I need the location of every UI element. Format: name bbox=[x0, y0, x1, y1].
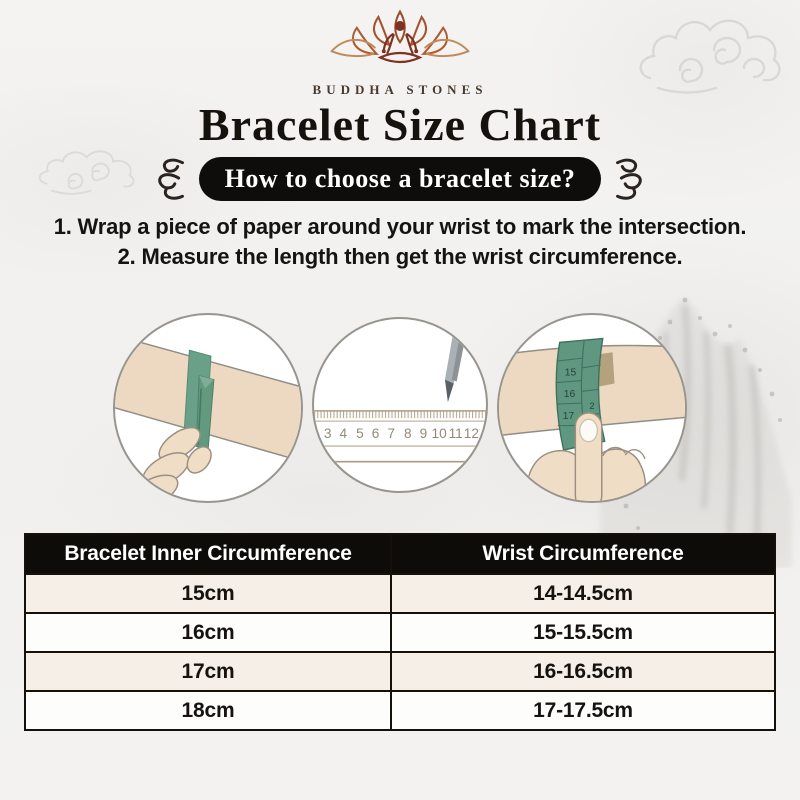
instruction-step-1: 1. Wrap a piece of paper around your wrist to mark the intersection. bbox=[53, 214, 747, 239]
tape-on-wrist-illustration bbox=[499, 315, 685, 501]
table-row bbox=[26, 573, 774, 612]
page-title: Bracelet Size Chart bbox=[198, 99, 602, 150]
table-cell: 15cm bbox=[26, 575, 392, 612]
size-table bbox=[24, 533, 776, 731]
table-cell: 16-16.5cm bbox=[392, 653, 774, 690]
ruler-number: 8 bbox=[404, 426, 412, 442]
ruler-number: 4 bbox=[339, 426, 348, 442]
instruction-step-2: 2. Measure the length then get the wrist circumference. bbox=[117, 244, 683, 269]
tape-number: 15 bbox=[564, 367, 577, 379]
tape-number: 2 bbox=[589, 400, 595, 411]
banner-text: How to choose a bracelet size? bbox=[224, 164, 576, 193]
instructions bbox=[0, 212, 800, 272]
illustration-ruler-circle bbox=[312, 317, 488, 493]
tape-number: 17 bbox=[562, 410, 575, 422]
table-row bbox=[26, 690, 774, 729]
banner-row bbox=[0, 155, 800, 203]
swirl-ornament-left-icon bbox=[153, 156, 187, 202]
ruler-number: 3 bbox=[323, 426, 332, 442]
ruler-number: 12 bbox=[463, 426, 479, 442]
ruler-number: 6 bbox=[371, 426, 380, 442]
table-cell: 18cm bbox=[26, 692, 392, 729]
table-cell: 17cm bbox=[26, 653, 392, 690]
table-cell: 17-17.5cm bbox=[392, 692, 774, 729]
brand-name: BUDDHA STONES bbox=[312, 82, 488, 97]
ruler-number: 9 bbox=[419, 426, 428, 442]
ruler-measure-illustration bbox=[314, 319, 486, 491]
ruler-number: 5 bbox=[356, 426, 364, 442]
table-row bbox=[26, 651, 774, 690]
table-header-bracelet-inner-circumference: Bracelet Inner Circumference bbox=[26, 535, 392, 573]
lotus-meditation-logo-icon bbox=[310, 8, 490, 80]
table-cell: 16cm bbox=[26, 614, 392, 651]
swirl-ornament-right-icon bbox=[613, 156, 647, 202]
illustration-tape-circle bbox=[497, 313, 687, 503]
ruler-number: 7 bbox=[387, 426, 396, 442]
banner-pill bbox=[199, 157, 602, 201]
ruler-number: 10 bbox=[431, 426, 447, 442]
wrap-paper-wrist-illustration bbox=[115, 315, 301, 501]
table-row bbox=[26, 612, 774, 651]
tape-number: 16 bbox=[563, 389, 576, 401]
table-header-row bbox=[26, 535, 774, 573]
table-cell: 14-14.5cm bbox=[392, 575, 774, 612]
illustration-wrap-paper-circle bbox=[113, 313, 303, 503]
ruler-number: 11 bbox=[448, 426, 463, 442]
table-cell: 15-15.5cm bbox=[392, 614, 774, 651]
table-header-wrist-circumference: Wrist Circumference bbox=[392, 535, 774, 573]
